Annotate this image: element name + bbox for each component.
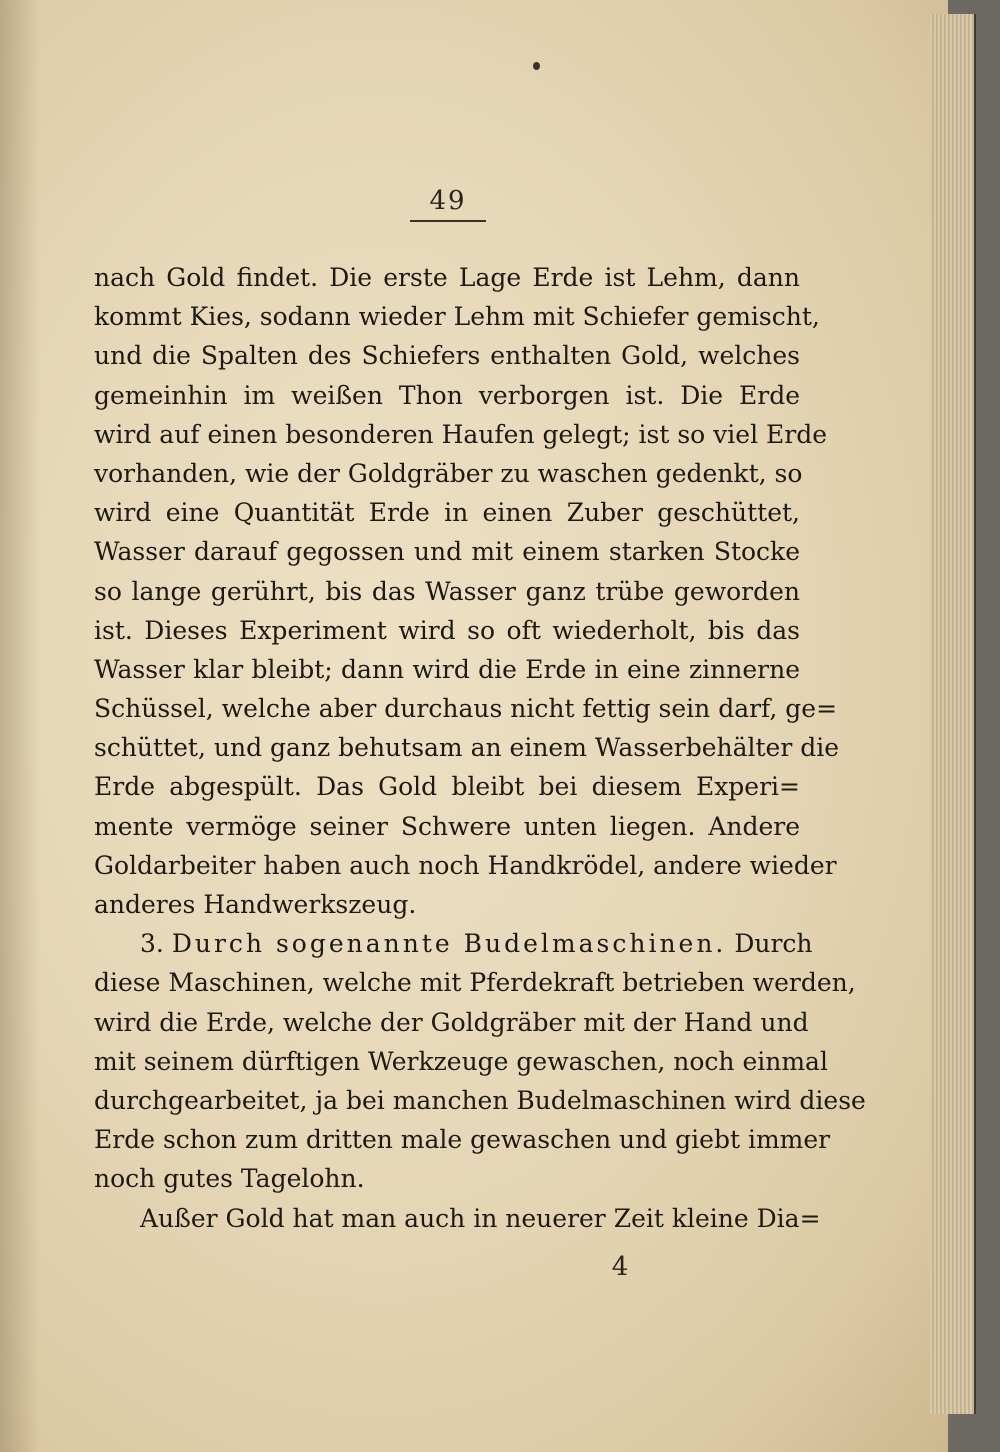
- text-line: so lange gerührt, bis das Wasser ganz trübe geworden: [94, 576, 800, 606]
- text-line: wird die Erde, welche der Goldgräber mit der Hand und: [94, 1007, 809, 1037]
- text-line: Wasser darauf gegossen und mit einem starken Stocke: [94, 537, 800, 567]
- page-number-rule: [410, 220, 486, 222]
- text-line: Goldarbeiter haben auch noch Handkrödel, andere wieder: [94, 850, 837, 880]
- section-heading: Durch sogenannte Budelmaschinen.: [171, 929, 727, 959]
- text-line: Erde abgespült. Das Gold bleibt bei diesem Experi=: [94, 772, 800, 802]
- text-line: Wasser klar bleibt; dann wird die Erde in eine zinnerne: [94, 654, 800, 684]
- text-line: anderes Handwerkszeug.: [94, 890, 417, 919]
- text-line: wird eine Quantität Erde in einen Zuber geschüttet,: [94, 498, 800, 528]
- signature-mark: 4: [611, 1252, 629, 1282]
- text-line: kommt Kies, sodann wieder Lehm mit Schiefer gemischt,: [94, 302, 820, 332]
- text-line: Außer Gold hat man auch in neuerer Zeit kleine Dia=: [140, 1203, 821, 1233]
- text-line: mit seinem dürftigen Werkzeuge gewaschen, noch einmal: [94, 1046, 828, 1076]
- text-line: diese Maschinen, welche mit Pferdekraft betrieben werden,: [94, 968, 856, 998]
- text-line: vorhanden, wie der Goldgräber zu waschen gedenkt, so: [94, 458, 803, 488]
- paragraph-heading-line: [94, 924, 813, 963]
- binding-shadow: [0, 0, 40, 1452]
- text-line: Erde schon zum dritten male gewaschen und giebt immer: [94, 1125, 831, 1155]
- paragraph-number: 3.: [140, 929, 172, 959]
- text-line: Schüssel, welche aber durchaus nicht fettig sein darf, ge=: [94, 694, 838, 724]
- text-line: schüttet, und ganz behutsam an einem Wasserbehälter die: [94, 733, 840, 763]
- text-line: noch gutes Tagelohn.: [94, 1164, 365, 1194]
- text-line: und die Spalten des Schiefers enthalten Gold, welches: [94, 341, 800, 371]
- text-line: durchgearbeitet, ja bei manchen Budelmaschinen wird diese: [94, 1085, 866, 1115]
- text-line: gemeinhin im weißen Thon verborgen ist. Die Erde: [94, 380, 800, 410]
- ink-speck: [533, 62, 540, 70]
- text-line: mente vermöge seiner Schwere unten liegen. Andere: [94, 811, 800, 841]
- page-edges: [930, 14, 976, 1414]
- text-line: ist. Dieses Experiment wird so oft wiederholt, bis das: [94, 615, 800, 645]
- body-text: [94, 258, 866, 1238]
- text-line: wird auf einen besonderen Haufen gelegt; ist so viel Erde: [94, 419, 828, 449]
- page-number: 49: [429, 186, 467, 216]
- heading-continuation: Durch: [726, 929, 813, 959]
- text-line: nach Gold findet. Die erste Lage Erde ist Lehm, dann: [94, 263, 800, 292]
